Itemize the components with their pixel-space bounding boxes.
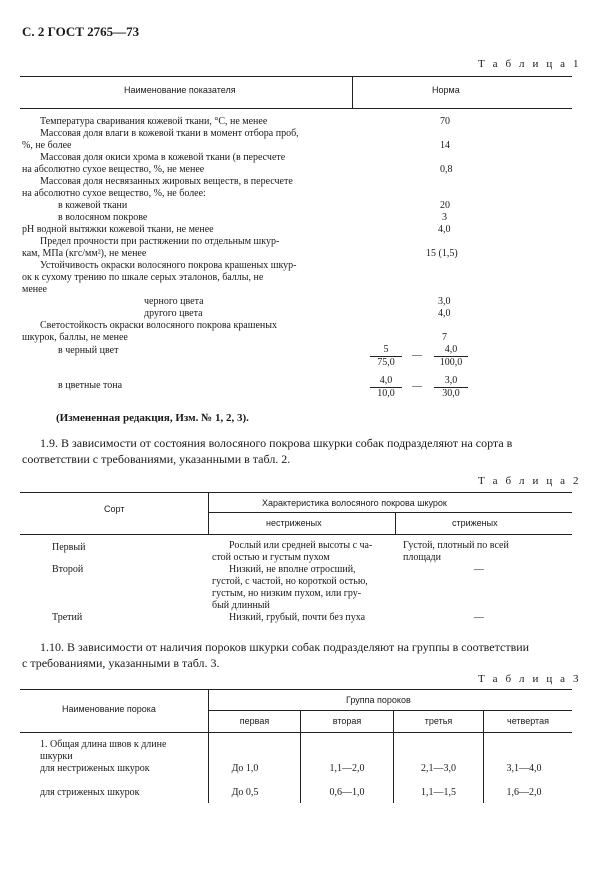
- table2-sheared: —: [474, 612, 484, 623]
- table3-group-4: четвертая: [507, 716, 549, 726]
- table1-row-text: кам, МПа (кгс/мм²), не менее: [22, 248, 147, 259]
- table2-top-rule: [20, 492, 572, 493]
- fraction-numerator: 5: [383, 344, 389, 355]
- table3-value: 1,1—1,5: [421, 787, 456, 798]
- table3-group-2: вторая: [332, 716, 362, 726]
- table1-top-rule: [20, 76, 572, 77]
- table3-group-1: первая: [239, 716, 270, 726]
- table1-row-text: другого цвета: [144, 308, 203, 319]
- table3-col-group: Группа пороков: [346, 695, 411, 705]
- table2-subheader-rule: [208, 512, 572, 513]
- table1-row-value: 4,0: [438, 224, 451, 235]
- table2-sort: Третий: [52, 612, 83, 623]
- table1-row-value: 20: [440, 200, 450, 211]
- table3-value: 2,1—3,0: [421, 763, 456, 774]
- paragraph-1-10-line2: с требованиями, указанными в табл. 3.: [22, 656, 220, 670]
- table3-top-rule: [20, 689, 572, 690]
- paragraph-1-9-line2: соответствии с требованиями, указанными в табл. 2.: [22, 452, 291, 466]
- table3-row-text: для стриженых шкурок: [40, 787, 140, 798]
- table1-row-text: в кожевой ткани: [58, 200, 128, 211]
- table3-row-text: 1. Общая длина швов к длине: [40, 739, 167, 750]
- table2-unsheared: стой остью и густым пухом: [212, 552, 330, 563]
- table3-value: 1,6—2,0: [506, 787, 542, 798]
- table2-subheader-divider: [395, 512, 396, 535]
- fraction-denominator: 10,0: [377, 388, 395, 399]
- table3-value: До 1,0: [231, 763, 259, 774]
- table1-col-norm: Норма: [432, 85, 460, 95]
- table2-caption: Т а б л и ц а 2: [478, 475, 582, 487]
- table2-unsheared: бый длинный: [212, 600, 270, 611]
- table3-value: До 0,5: [231, 787, 259, 798]
- table1-header-rule: [20, 108, 572, 109]
- fraction-numerator: 4,0: [444, 344, 458, 355]
- table3-header-rule: [20, 732, 572, 733]
- table1-row-text: рН водной вытяжки кожевой ткани, не менее: [22, 224, 214, 235]
- table1-row-value: 0,8: [440, 164, 453, 175]
- table1-row-text: в черный цвет: [58, 345, 119, 356]
- table2-col-char: Характеристика волосяного покрова шкурок: [262, 498, 447, 508]
- table1-row-value: 15 (1,5): [426, 248, 458, 259]
- table3-value: 0,6—1,0: [329, 787, 365, 798]
- table3-header-divider: [208, 689, 209, 733]
- table1-row-text: Устойчивость окраски волосяного покрова крашеных шкур-: [40, 260, 297, 271]
- table2-unsheared: густым, но низким пухом, или гру-: [212, 588, 362, 599]
- table3-row-text: для нестриженых шкурок: [40, 763, 150, 774]
- table1-row-text: Массовая доля несвязанных жировых веществ, в пересчете: [40, 176, 293, 187]
- table1-row-text: ок к сухому трению по шкале серых эталонов, баллы, не: [22, 272, 264, 283]
- table1-row-text: шкурок, баллы, не менее: [22, 332, 128, 343]
- table1-row-text: на абсолютно сухое вещество, %, не более:: [22, 188, 206, 199]
- table1-row-text: менее: [22, 284, 47, 295]
- fraction-denominator: 30,0: [442, 388, 460, 399]
- table1-row-text: Предел прочности при растяжении по отдельным шкур-: [40, 236, 280, 247]
- table3-subheader-rule: [208, 710, 572, 711]
- table3-body-divider: [208, 733, 209, 803]
- table2-col-sheared: стриженых: [452, 518, 498, 528]
- table2-sort: Первый: [52, 542, 86, 553]
- table1-row-text: %, не более: [22, 140, 72, 151]
- table1-row-value: 14: [440, 140, 450, 151]
- table1-row-value: 70: [440, 116, 450, 127]
- table1-row-value: 3,0: [438, 296, 451, 307]
- fraction-numerator: 3,0: [444, 375, 458, 386]
- table3-value: 1,1—2,0: [329, 763, 365, 774]
- table1-col-name: Наименование показателя: [124, 85, 236, 95]
- table2-sort: Второй: [52, 564, 84, 575]
- table2-sheared: —: [474, 564, 484, 575]
- fraction-denominator: 75,0: [377, 357, 395, 368]
- table3-caption: Т а б л и ц а 3: [478, 673, 582, 685]
- paragraph-1-10-line1: 1.10. В зависимости от наличия пороков шкурки собак подразделяют на группы в соответствии: [40, 640, 530, 654]
- table3-body-divider: [483, 733, 484, 803]
- table3-col-name: Наименование порока: [62, 704, 156, 714]
- table1-row-text: Массовая доля влаги в кожевой ткани в момент отбора проб,: [40, 128, 299, 139]
- table1-row-value: 3: [442, 212, 447, 223]
- table3-value: 3,1—4,0: [506, 763, 542, 774]
- table2-sheared: Густой, плотный по всей: [403, 540, 509, 551]
- fraction-dash: —: [412, 350, 422, 361]
- table2-header-rule: [20, 534, 572, 535]
- table2-col-unsheared: нестриженых: [266, 518, 322, 528]
- paragraph-1-9-line1: 1.9. В зависимости от состояния волосяного покрова шкурки собак подразделяют на сорта в: [40, 436, 513, 450]
- table2-unsheared: Рослый или средней высоты с ча-: [229, 540, 373, 551]
- table3-row-text: шкурки: [40, 751, 73, 762]
- table2-col-sort: Сорт: [104, 504, 125, 514]
- table3-body-divider: [300, 733, 301, 803]
- table1-row-text: в цветные тона: [58, 380, 123, 391]
- table2-unsheared: густой, с частой, но короткой остью,: [212, 576, 368, 587]
- table1-row-text: черного цвета: [144, 296, 204, 307]
- table1-row-value: 4,0: [438, 308, 451, 319]
- fraction-dash: —: [412, 381, 422, 392]
- table1-row-text: Светостойкость окраски волосяного покрова крашеных: [40, 320, 277, 331]
- table2-header-divider: [208, 492, 209, 535]
- fraction-numerator: 4,0: [379, 375, 393, 386]
- table1-row-text: на абсолютно сухое вещество, %, не менее: [22, 164, 205, 175]
- table1-row-text: в волосяном покрове: [58, 212, 148, 223]
- table1-row-value: 7: [442, 332, 447, 343]
- table2-unsheared: Низкий, не вполне отросший,: [229, 564, 356, 575]
- table2-sheared: площади: [403, 552, 441, 563]
- amendment-note: (Измененная редакция, Изм. № 1, 2, 3).: [56, 412, 249, 424]
- table1-row-text: Температура сваривания кожевой ткани, °С, не менее: [40, 116, 268, 127]
- fraction-denominator: 100,0: [439, 357, 463, 368]
- table2-unsheared: Низкий, грубый, почти без пуха: [229, 612, 366, 623]
- table1-row-text: Массовая доля окиси хрома в кожевой ткани (в пересчете: [40, 152, 286, 163]
- table1-header-divider: [352, 76, 353, 109]
- table3-group-3: третья: [424, 716, 453, 726]
- table1-caption: Т а б л и ц а 1: [478, 58, 582, 70]
- table3-body-divider: [393, 733, 394, 803]
- page-header: С. 2 ГОСТ 2765—73: [22, 24, 140, 39]
